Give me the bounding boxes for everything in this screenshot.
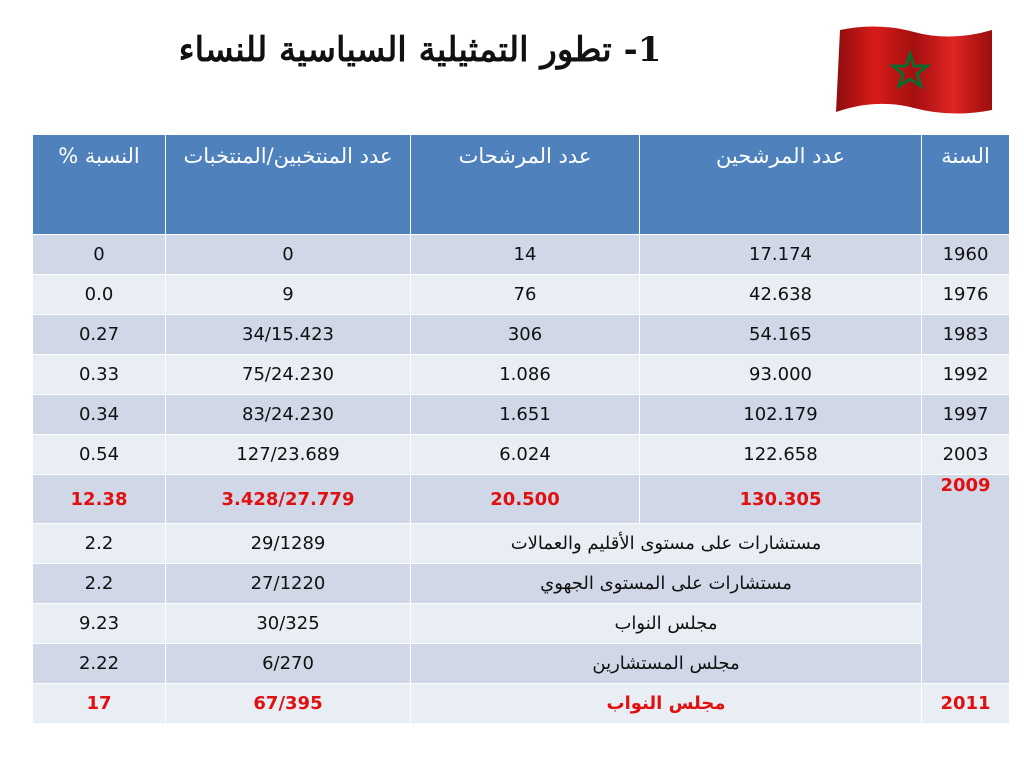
cell-elected: 3.428/27.779 xyxy=(166,475,411,524)
cell-year: 1997 xyxy=(922,395,1010,435)
cell-female: 6.024 xyxy=(411,435,640,475)
header-year: السنة xyxy=(922,135,1010,235)
morocco-flag-icon xyxy=(832,24,996,116)
page-title: 1- تطور التمثيلية السياسية للنساء xyxy=(178,30,662,70)
table-row-2011 xyxy=(33,684,1010,724)
header-elected: عدد المنتخبين/المنتخبات xyxy=(166,135,411,235)
cell-ratio: 2.2 xyxy=(33,524,166,564)
cell-council-label: مجلس المستشارين xyxy=(411,644,922,684)
cell-ratio: 0.27 xyxy=(33,315,166,355)
cell-male: 93.000 xyxy=(640,355,922,395)
cell-ratio: 0 xyxy=(33,235,166,275)
header-male-candidates: عدد المرشحين xyxy=(640,135,922,235)
elections-table xyxy=(32,134,1010,724)
table-row xyxy=(33,395,1010,435)
table-header-row xyxy=(33,135,1010,235)
cell-elected: 9 xyxy=(166,275,411,315)
cell-year: 1983 xyxy=(922,315,1010,355)
cell-ratio: 17 xyxy=(33,684,166,724)
header-female-candidates: عدد المرشحات xyxy=(411,135,640,235)
cell-elected: 29/1289 xyxy=(166,524,411,564)
cell-male: 122.658 xyxy=(640,435,922,475)
cell-elected: 6/270 xyxy=(166,644,411,684)
cell-council-label: مستشارات على المستوى الجهوي xyxy=(411,564,922,604)
cell-year: 2003 xyxy=(922,435,1010,475)
cell-female: 14 xyxy=(411,235,640,275)
table-row xyxy=(33,355,1010,395)
cell-year: 1992 xyxy=(922,355,1010,395)
cell-female: 306 xyxy=(411,315,640,355)
table-row xyxy=(33,235,1010,275)
cell-ratio: 0.34 xyxy=(33,395,166,435)
table-row xyxy=(33,524,1010,564)
table-row xyxy=(33,644,1010,684)
table-row xyxy=(33,604,1010,644)
cell-council-label: مجلس النواب xyxy=(411,684,922,724)
cell-council-label: مستشارات على مستوى الأقليم والعمالات xyxy=(411,524,922,564)
cell-elected: 75/24.230 xyxy=(166,355,411,395)
table-row xyxy=(33,435,1010,475)
cell-elected: 30/325 xyxy=(166,604,411,644)
cell-male: 42.638 xyxy=(640,275,922,315)
cell-elected: 83/24.230 xyxy=(166,395,411,435)
cell-year-2009: 2009 xyxy=(922,475,1010,684)
cell-female: 1.651 xyxy=(411,395,640,435)
cell-male: 130.305 xyxy=(640,475,922,524)
cell-female: 76 xyxy=(411,275,640,315)
table-row xyxy=(33,564,1010,604)
cell-year: 1976 xyxy=(922,275,1010,315)
cell-ratio: 12.38 xyxy=(33,475,166,524)
cell-male: 102.179 xyxy=(640,395,922,435)
cell-female: 1.086 xyxy=(411,355,640,395)
cell-ratio: 0.54 xyxy=(33,435,166,475)
cell-year: 1960 xyxy=(922,235,1010,275)
cell-elected: 127/23.689 xyxy=(166,435,411,475)
table-row xyxy=(33,275,1010,315)
cell-ratio: 2.22 xyxy=(33,644,166,684)
cell-year-2011: 2011 xyxy=(922,684,1010,724)
cell-ratio: 9.23 xyxy=(33,604,166,644)
cell-elected: 67/395 xyxy=(166,684,411,724)
cell-ratio: 0.33 xyxy=(33,355,166,395)
header-ratio: النسبة % xyxy=(33,135,166,235)
cell-elected: 34/15.423 xyxy=(166,315,411,355)
cell-male: 54.165 xyxy=(640,315,922,355)
table-row-2009-total xyxy=(33,475,1010,524)
cell-female: 20.500 xyxy=(411,475,640,524)
cell-council-label: مجلس النواب xyxy=(411,604,922,644)
cell-elected: 27/1220 xyxy=(166,564,411,604)
cell-elected: 0 xyxy=(166,235,411,275)
table-row xyxy=(33,315,1010,355)
cell-ratio: 0.0 xyxy=(33,275,166,315)
cell-ratio: 2.2 xyxy=(33,564,166,604)
cell-male: 17.174 xyxy=(640,235,922,275)
